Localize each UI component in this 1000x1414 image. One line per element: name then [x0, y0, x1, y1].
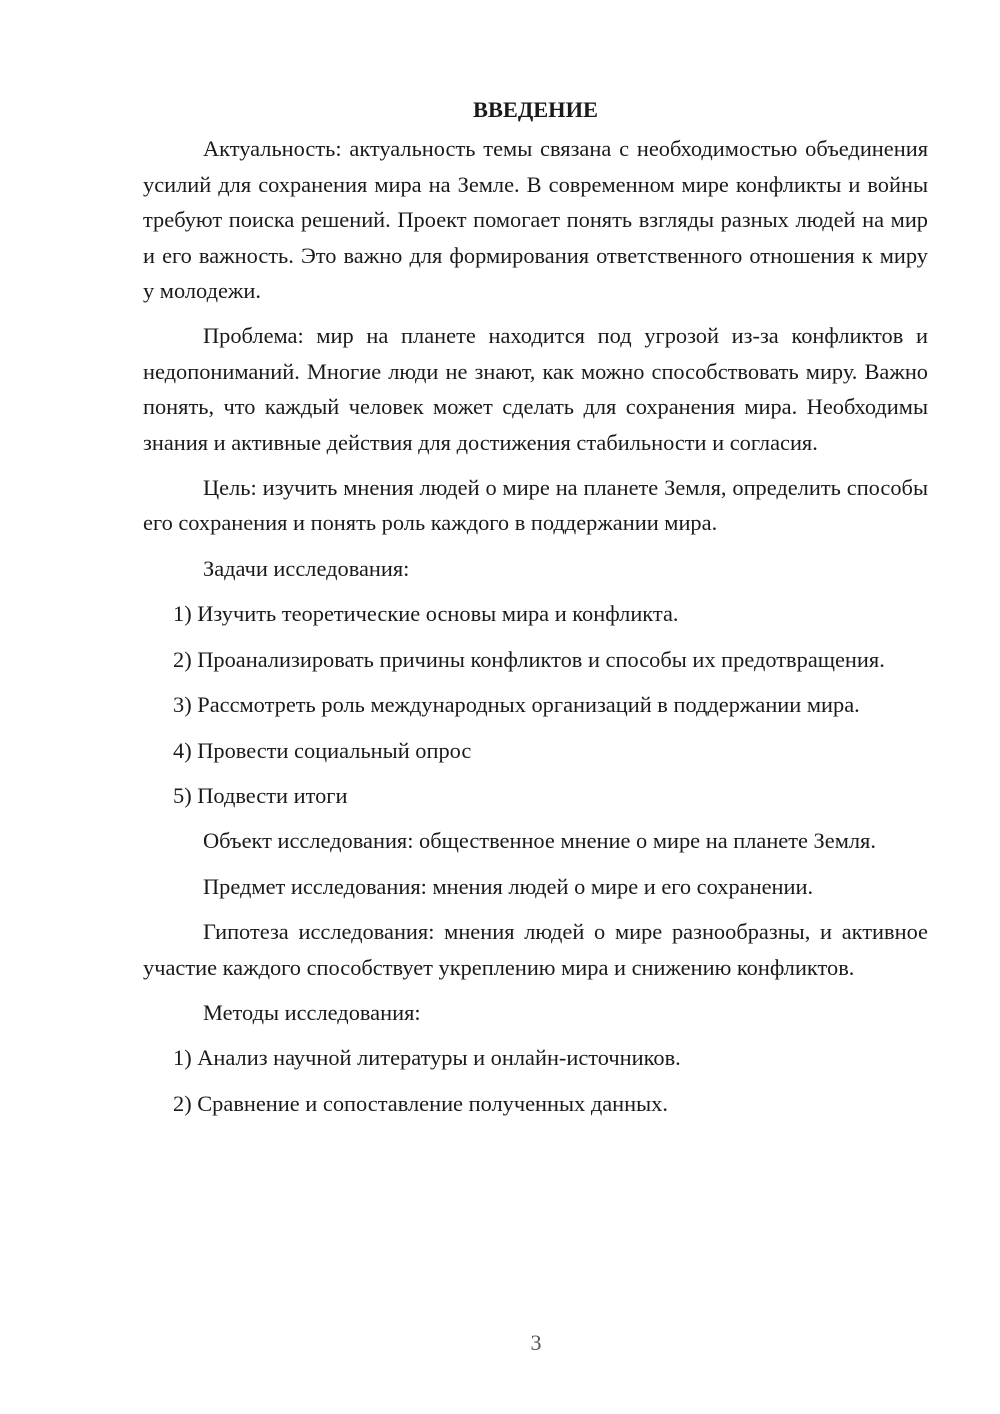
paragraph-hypothesis: Гипотеза исследования: мнения людей о мире разнообразны, и активное участие каждого способствует укреплению мира и снижению конфликтов.	[143, 919, 928, 980]
paragraph-goal: Цель: изучить мнения людей о мире на планете Земля, определить способы его сохранения и понять роль каждого в поддержании мира.	[143, 475, 928, 536]
task-item-5: 5) Подвести итоги	[173, 782, 348, 808]
task-item-1: 1) Изучить теоретические основы мира и конфликта.	[173, 601, 679, 627]
section-title: ВВЕДЕНИЕ	[473, 97, 598, 122]
task-item-4: 4) Провести социальный опрос	[173, 737, 472, 763]
paragraph-relevance: Актуальность: актуальность темы связана с необходимостью объединения усилий для сохранения мира на Земле. В современном мире конфликты и войны требуют поиска решений. Проект помогает понять взгляды разных людей на мир и его важность. Это важно для формирования ответственного отношения к миру у молодежи.	[143, 136, 928, 304]
task-item-3: 3) Рассмотреть роль международных организаций в поддержании мира.	[173, 692, 860, 718]
method-item-2: 2) Сравнение и сопоставление полученных данных.	[173, 1090, 668, 1116]
paragraph-tasks-heading: Задачи исследования:	[203, 555, 410, 581]
page-number: 3	[530, 1330, 542, 1355]
method-item-1: 1) Анализ научной литературы и онлайн-источников.	[173, 1045, 681, 1071]
paragraph-object: Объект исследования: общественное мнение о мире на планете Земля.	[203, 828, 876, 854]
paragraph-subject: Предмет исследования: мнения людей о мире и его сохранении.	[203, 873, 814, 899]
document-page	[143, 92, 928, 1131]
paragraph-methods-heading: Методы исследования:	[203, 999, 421, 1025]
task-item-2: 2) Проанализировать причины конфликтов и способы их предотвращения.	[173, 646, 885, 672]
paragraph-problem: Проблема: мир на планете находится под угрозой из-за конфликтов и недопониманий. Многие люди не знают, как можно способствовать миру. Важно понять, что каждый человек может сделать для сохранения мира. Необходимы знания и активные действия для достижения стабильности и согласия.	[143, 323, 928, 455]
